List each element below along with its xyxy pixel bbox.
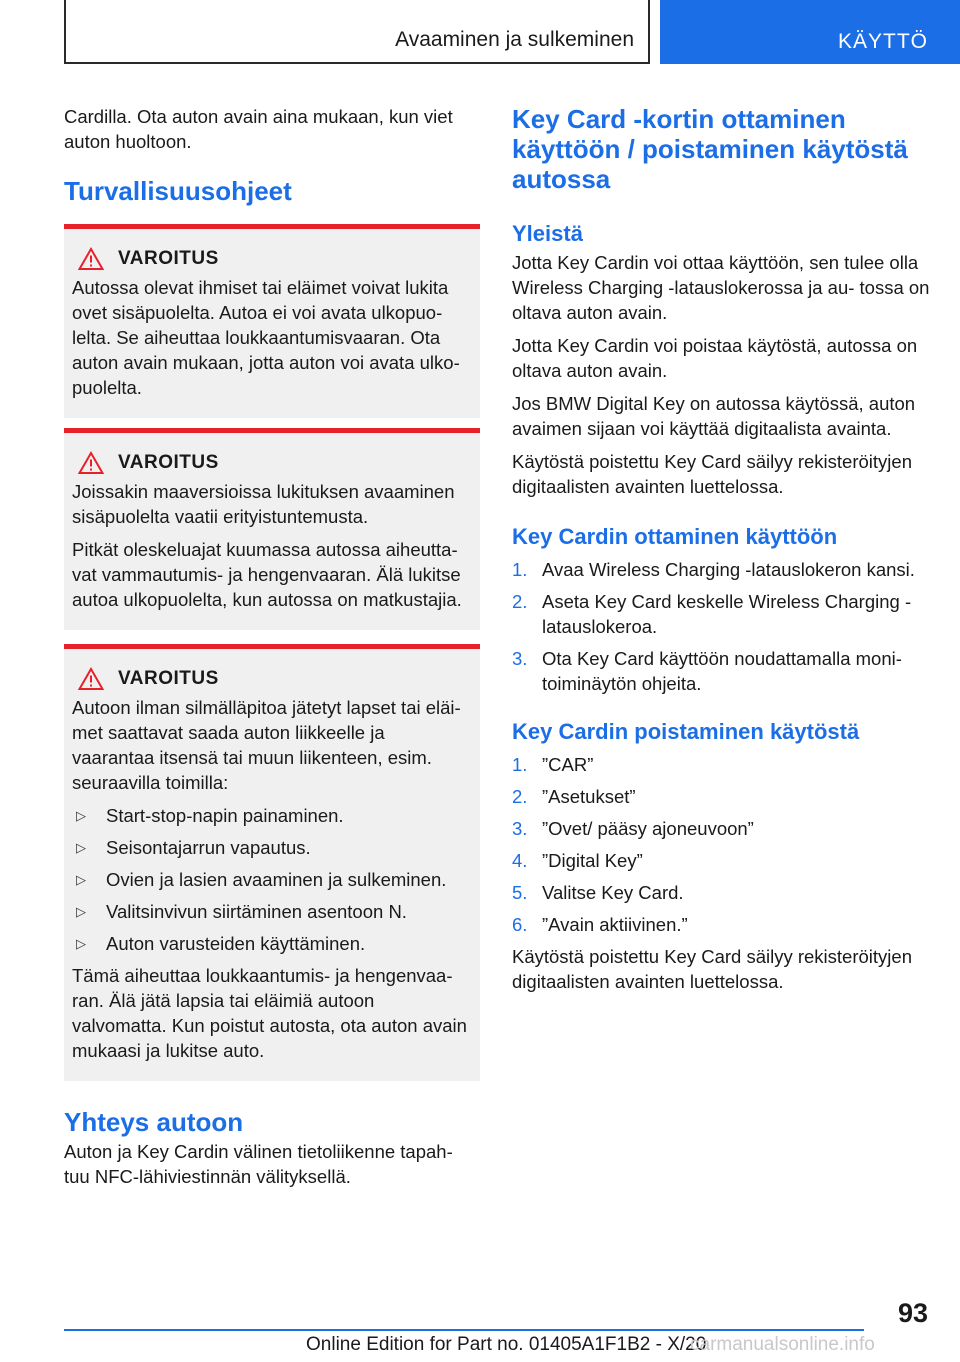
- step-text: ”Digital Key”: [542, 850, 643, 871]
- step-number: 1.: [512, 559, 528, 580]
- step-text: ”Ovet/ pääsy ajoneuvoon”: [542, 818, 754, 839]
- chapter-box: [64, 0, 650, 64]
- step-text: ”Avain aktiivinen.”: [542, 914, 688, 935]
- page-header: [0, 0, 960, 66]
- step-number: 5.: [512, 882, 528, 903]
- disable-note: Käytöstä poistettu Key Card säilyy rekisteröityjen digitaalisten avainten luettelossa.: [512, 946, 912, 992]
- step-item: [512, 912, 932, 937]
- list-item: [72, 867, 472, 892]
- heading-disable: Key Cardin poistaminen käytöstä: [512, 719, 860, 744]
- left-column: [64, 104, 480, 1197]
- warning-box: [64, 428, 480, 630]
- warning-text: Autoon ilman silmälläpitoa jätetyt lapset tai eläi- met saattavat saada auton liikkeelle ja vaarantaa itsensä tai muun liikenteen, esim. seuraavilla toimilla:: [72, 697, 461, 793]
- list-item: [72, 803, 472, 828]
- step-number: 2.: [512, 591, 528, 612]
- disable-steps-list: [512, 752, 932, 937]
- warning-label: VAROITUS: [118, 452, 219, 473]
- list-item-text: Ovien ja lasien avaaminen ja sulkeminen.: [106, 869, 447, 890]
- watermark: carmanualsonline.info: [690, 1334, 875, 1355]
- footer-divider: [64, 1329, 864, 1331]
- step-number: 3.: [512, 648, 528, 669]
- warning-text: Autossa olevat ihmiset tai eläimet voivat lukita ovet sisäpuolelta. Autoa ei voi avata ulkopuo- lelta. Se aiheuttaa loukkaantumisvaaran. Ota auton avain mukaan, jotta auton voi avata ulko- puolelta.: [72, 277, 460, 398]
- section-tab: [660, 0, 960, 64]
- heading-key-card: Key Card -kortin ottaminen käyttöön / poistaminen käytöstä autossa: [512, 104, 908, 194]
- heading-safety: Turvallisuusohjeet: [64, 176, 292, 206]
- heading-connection: Yhteys autoon: [64, 1107, 244, 1137]
- general-paragraph: Käytöstä poistettu Key Card säilyy rekisteröityjen digitaalisten avainten luettelossa.: [512, 451, 912, 497]
- list-item: [72, 931, 472, 956]
- warning-triangle-icon: [78, 667, 104, 691]
- step-text: ”CAR”: [542, 754, 594, 775]
- warning-header: [78, 667, 472, 691]
- bullet-triangle-icon: ▷: [76, 840, 86, 855]
- warning-label: VAROITUS: [118, 248, 219, 269]
- step-item: [512, 880, 932, 905]
- step-item: [512, 816, 932, 841]
- chapter-title: Avaaminen ja sulkeminen: [395, 28, 634, 51]
- list-item-text: Seisontajarrun vapautus.: [106, 837, 311, 858]
- intro-paragraph: Cardilla. Ota auton avain aina mukaan, kun viet auton huoltoon.: [64, 106, 453, 152]
- list-item-text: Valitsinvivun siirtäminen asentoon N.: [106, 901, 407, 922]
- general-paragraph: Jotta Key Cardin voi poistaa käytöstä, autossa on oltava auton avain.: [512, 335, 918, 381]
- step-text: ”Asetukset”: [542, 786, 636, 807]
- bullet-triangle-icon: ▷: [76, 936, 86, 951]
- general-paragraph: Jotta Key Cardin voi ottaa käyttöön, sen tulee olla Wireless Charging -latauslokerossa ja au- tossa on oltava auton avain.: [512, 252, 930, 323]
- list-item: [72, 899, 472, 924]
- warning-box: [64, 644, 480, 1081]
- step-item: [512, 784, 932, 809]
- step-item: [512, 752, 932, 777]
- warning-text: Joissakin maaversioissa lukituksen avaaminen sisäpuolelta vaatii erityistuntemusta.: [72, 481, 455, 527]
- heading-enable: Key Cardin ottaminen käyttöön: [512, 524, 838, 549]
- bullet-triangle-icon: ▷: [76, 904, 86, 919]
- warning-header: [78, 247, 472, 271]
- warning-triangle-icon: [78, 247, 104, 271]
- step-number: 1.: [512, 754, 528, 775]
- step-text: Valitse Key Card.: [542, 882, 684, 903]
- warning-box: [64, 224, 480, 418]
- warning-label: VAROITUS: [118, 668, 219, 689]
- step-item: [512, 557, 932, 582]
- connection-paragraph: Auton ja Key Cardin välinen tietoliikenne tapah- tuu NFC-lähiviestinnän välityksellä.: [64, 1141, 453, 1187]
- page-number: 93: [897, 1298, 928, 1328]
- step-item: [512, 589, 932, 639]
- step-number: 6.: [512, 914, 528, 935]
- bullet-triangle-icon: ▷: [76, 872, 86, 887]
- step-text: Aseta Key Card keskelle Wireless Charging - latauslokeroa.: [542, 591, 912, 637]
- step-text: Ota Key Card käyttöön noudattamalla moni- toiminäytön ohjeita.: [542, 648, 902, 694]
- list-item-text: Auton varusteiden käyttäminen.: [106, 933, 366, 954]
- list-item: [72, 835, 472, 860]
- warning-triangle-icon: [78, 451, 104, 475]
- right-column: [512, 104, 932, 1002]
- section-title: KÄYTTÖ: [837, 30, 928, 53]
- list-item-text: Start-stop-napin painaminen.: [106, 805, 344, 826]
- step-number: 2.: [512, 786, 528, 807]
- warning-text: Tämä aiheuttaa loukkaantumis- ja hengenvaa- ran. Älä jätä lapsia tai eläimiä autoon valvomatta. Kun poistut autosta, ota auton avain mukaasi ja lukitse auto.: [72, 965, 467, 1061]
- heading-general: Yleistä: [512, 221, 583, 246]
- step-number: 4.: [512, 850, 528, 871]
- footer-edition: Online Edition for Part no. 01405A1F1B2 - X/20: [306, 1334, 707, 1355]
- general-paragraph: Jos BMW Digital Key on autossa käytössä, auton avaimen sijaan voi käyttää digitaalista avainta.: [512, 393, 916, 439]
- warning-text: Pitkät oleskeluajat kuumassa autossa aiheutta- vat vammautumis- ja hengenvaaran. Älä lukitse autoa ulkopuolelta, kun autossa on matkustajia.: [72, 539, 462, 610]
- step-item: [512, 848, 932, 873]
- step-text: Avaa Wireless Charging -latauslokeron kansi.: [542, 559, 915, 580]
- step-item: [512, 646, 932, 696]
- step-number: 3.: [512, 818, 528, 839]
- enable-steps-list: [512, 557, 932, 696]
- bullet-triangle-icon: ▷: [76, 808, 86, 823]
- warning-bullet-list: [72, 803, 472, 956]
- warning-header: [78, 451, 472, 475]
